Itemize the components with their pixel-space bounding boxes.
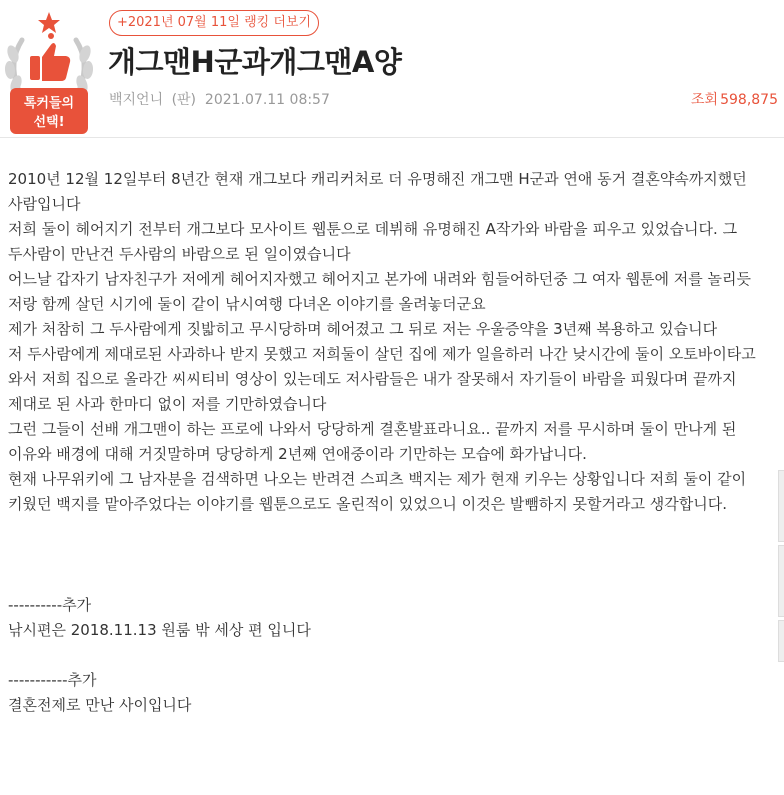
body-paragraph: 어느날 갑자기 남자친구가 저에게 헤어지자했고 헤어지고 본가에 내려와 힘들어하던중 그 여자 웹툰에 저를 놀리듯 저랑 함께 살던 시기에 둘이 같이 낚시여행 다녀온 이야기를 올려놓더군요	[8, 270, 752, 313]
addendum-text: 낚시편은 2018.11.13 원룸 밖 세상 편 입니다	[8, 621, 311, 639]
header-divider	[0, 137, 784, 138]
view-count-label: 조회	[691, 92, 719, 108]
side-widget-edge[interactable]	[778, 470, 784, 542]
body-paragraph: 제가 처참히 그 두사람에게 짓밟히고 무시당하며 헤어졌고 그 뒤로 저는 우울증약을 3년째 복용하고 있습니다	[8, 320, 718, 338]
spacer	[8, 643, 780, 668]
svg-text:선택!: 선택!	[33, 115, 65, 130]
star-icon	[38, 12, 60, 33]
side-widget-edge[interactable]	[778, 545, 784, 617]
post-body	[8, 167, 780, 718]
post-meta	[109, 89, 330, 109]
view-count	[691, 89, 778, 109]
body-paragraph: 2010년 12월 12일부터 8년간 현재 개그보다 캐리커처로 더 유명해진 개그맨 H군과 연애 동거 결혼약속까지했던 사람입니다	[8, 170, 747, 213]
view-count-value: 598,875	[720, 92, 778, 108]
addendum-header: ----------추가	[8, 596, 92, 614]
author-name[interactable]: 백지언니	[109, 92, 164, 108]
ranking-more-link[interactable]: +2021년 07월 11일 랭킹 더보기	[109, 10, 319, 36]
post-header	[0, 0, 784, 138]
svg-text:톡커들의: 톡커들의	[23, 96, 75, 111]
body-paragraph: 저희 둘이 헤어지기 전부터 개그보다 모사이트 웹툰으로 데뷔해 유명해진 A작가와 바람을 피우고 있었습니다. 그 두사람이 만난건 두사람의 바람으로 된 일이였습니다	[8, 220, 738, 263]
side-widget-edge[interactable]	[778, 620, 784, 662]
post-title: 개그맨H군과개그맨A양	[108, 45, 402, 79]
spacer	[8, 517, 780, 593]
addendum-header: -----------추가	[8, 671, 97, 689]
body-paragraph: 현재 나무위키에 그 남자분을 검색하면 나오는 반려견 스피츠 백지는 제가 현재 키우는 상황입니다 저희 둘이 같이 키웠던 백지를 맡아주었다는 이야기를 웹툰으로도 올린적이 있었으니 이것은 발뺌하지 못할거라고 생각합니다.	[8, 470, 747, 513]
post-date: 2021.07.11 08:57	[204, 92, 330, 108]
author-tag: (판)	[171, 92, 197, 108]
body-paragraph: 저 두사람에게 제대로된 사과하나 받지 못했고 저희둘이 살던 집에 제가 일을하러 나간 낮시간에 둘이 오토바이타고 와서 저희 집으로 올라간 씨씨티비 영상이 있는데도 저사람들은 내가 잘못해서 자기들이 바람을 피웠다며 끝까지 제대로 된 사과 한마디 없이 저를 기만하였습니다	[8, 345, 756, 413]
body-paragraph: 그런 그들이 선배 개그맨이 하는 프로에 나와서 당당하게 결혼발표라니요.. 끝까지 저를 무시하며 둘이 만나게 된 이유와 배경에 대해 거짓말하며 당당하게 2년째 연애중이라 기만하는 모습에 화가납니다.	[8, 420, 737, 463]
tokers-choice-badge	[4, 10, 94, 136]
addendum-text: 결혼전제로 만난 사이입니다	[8, 696, 192, 714]
thumbs-up-icon	[30, 33, 70, 81]
